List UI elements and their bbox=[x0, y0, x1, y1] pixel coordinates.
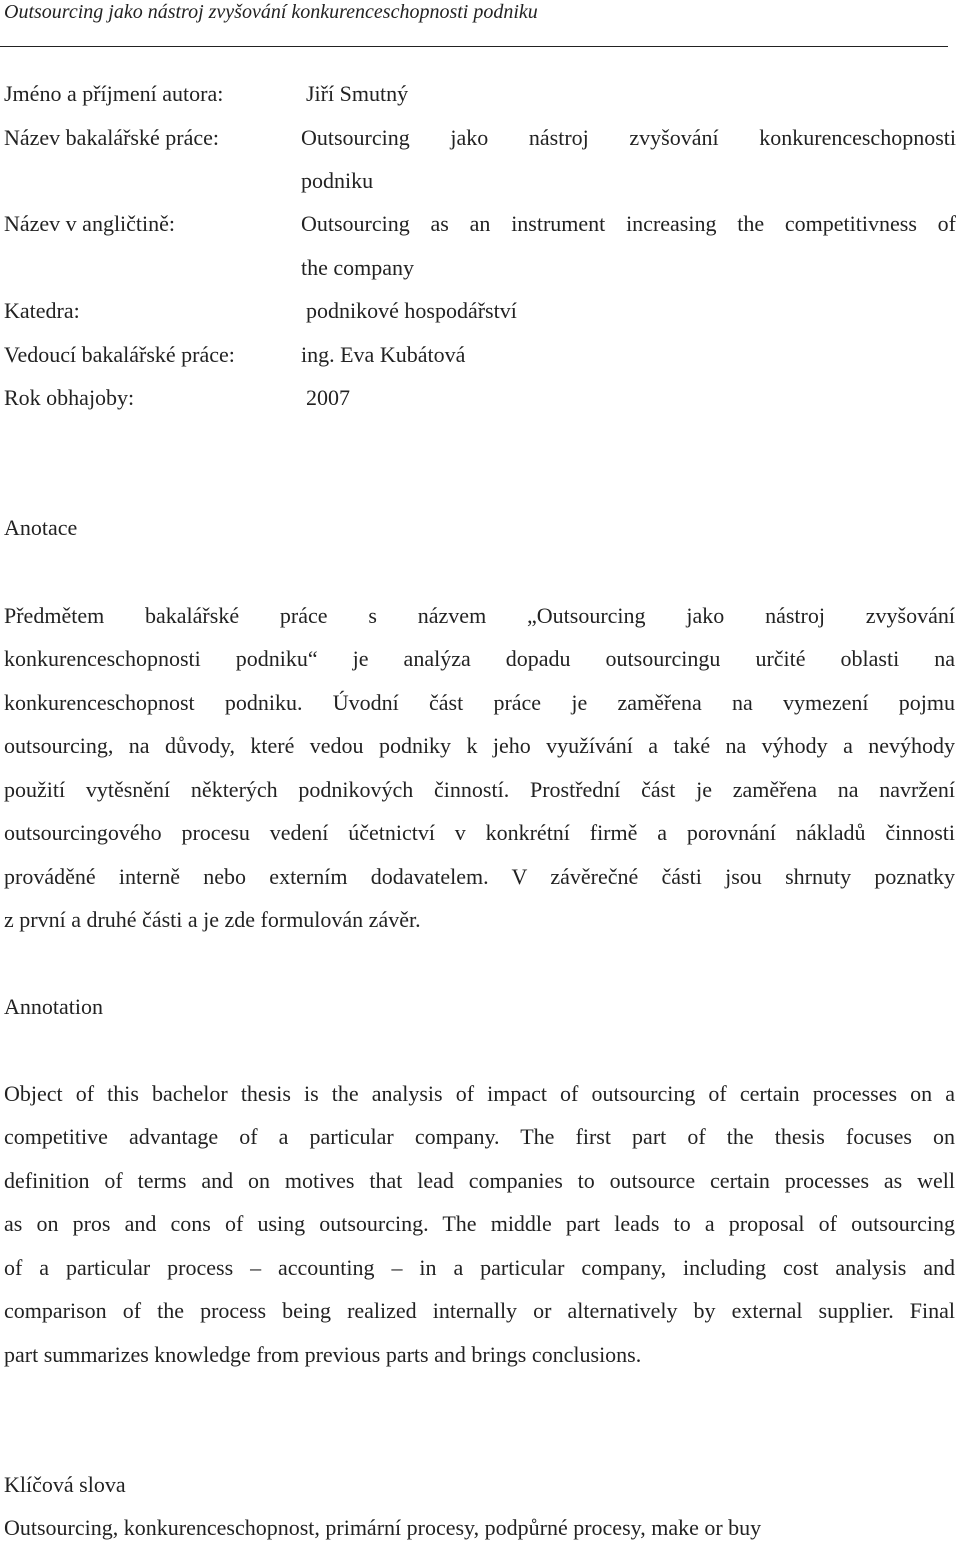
annotation-line: part summarizes knowledge from previous parts and brings conclusions. bbox=[4, 1342, 642, 1367]
author-value: Jiří Smutný bbox=[306, 81, 409, 106]
annotation-line: definition of terms and on motives that lead companies to outsource certain processes as well bbox=[4, 1168, 955, 1193]
anotace-line: konkurenceschopnosti podniku“ je analýza dopadu outsourcingu určité oblasti na bbox=[4, 646, 955, 671]
anotace-line: Předmětem bakalářské práce s názvem „Outsourcing jako nástroj zvyšování bbox=[4, 603, 955, 628]
annotation-line: comparison of the process being realized internally or alternatively by external supplier. Final bbox=[4, 1298, 955, 1323]
english-title-value-line1: Outsourcing as an instrument increasing the competitivness of bbox=[301, 211, 956, 236]
thesis-title-label: Název bakalářské práce: bbox=[4, 125, 219, 150]
keywords-heading: Klíčová slova bbox=[4, 1472, 126, 1497]
anotace-line: použití vytěsnění některých podnikových činností. Prostřední část je zaměřena na navržení bbox=[4, 777, 955, 802]
header-divider bbox=[0, 46, 948, 47]
thesis-title-value-line2: podniku bbox=[301, 168, 374, 193]
defense-year-value: 2007 bbox=[306, 385, 350, 410]
anotace-line: konkurenceschopnost podniku. Úvodní část práce je zaměřena na vymezení pojmu bbox=[4, 690, 955, 715]
anotace-line: prováděné interně nebo externím dodavatelem. V závěrečné části jsou shrnuty poznatky bbox=[4, 864, 955, 889]
anotace-line: outsourcing, na důvody, které vedou podniky k jeho využívání a také na výhody a nevýhody bbox=[4, 733, 955, 758]
keywords-text: Outsourcing, konkurenceschopnost, primární procesy, podpůrné procesy, make or buy bbox=[4, 1515, 762, 1540]
supervisor-label: Vedoucí bakalářské práce: bbox=[4, 342, 235, 367]
department-label: Katedra: bbox=[4, 298, 80, 323]
annotation-line: competitive advantage of a particular company. The first part of the thesis focuses on bbox=[4, 1124, 955, 1149]
author-label: Jméno a příjmení autora: bbox=[4, 81, 224, 106]
defense-year-label: Rok obhajoby: bbox=[4, 385, 135, 410]
thesis-title-value-line1: Outsourcing jako nástroj zvyšování konkurenceschopnosti bbox=[301, 125, 956, 150]
annotation-line: of a particular process – accounting – in a particular company, including cost analysis and bbox=[4, 1255, 955, 1280]
supervisor-value: ing. Eva Kubátová bbox=[301, 342, 466, 367]
annotation-line: Object of this bachelor thesis is the analysis of impact of outsourcing of certain processes on a bbox=[4, 1081, 955, 1106]
english-title-value-line2: the company bbox=[301, 255, 415, 280]
department-value: podnikové hospodářství bbox=[306, 298, 517, 323]
running-header-title: Outsourcing jako nástroj zvyšování konkurenceschopnosti podniku bbox=[4, 1, 538, 23]
anotace-line: z první a druhé části a je zde formulován závěr. bbox=[4, 907, 421, 932]
annotation-line: as on pros and cons of using outsourcing. The middle part leads to a proposal of outsourcing bbox=[4, 1211, 955, 1236]
anotace-line: outsourcingového procesu vedení účetnictví v konkrétní firmě a porovnání nákladů činnosti bbox=[4, 820, 955, 845]
anotace-heading: Anotace bbox=[4, 515, 78, 540]
english-title-label: Název v angličtině: bbox=[4, 211, 176, 236]
annotation-heading: Annotation bbox=[4, 994, 103, 1019]
